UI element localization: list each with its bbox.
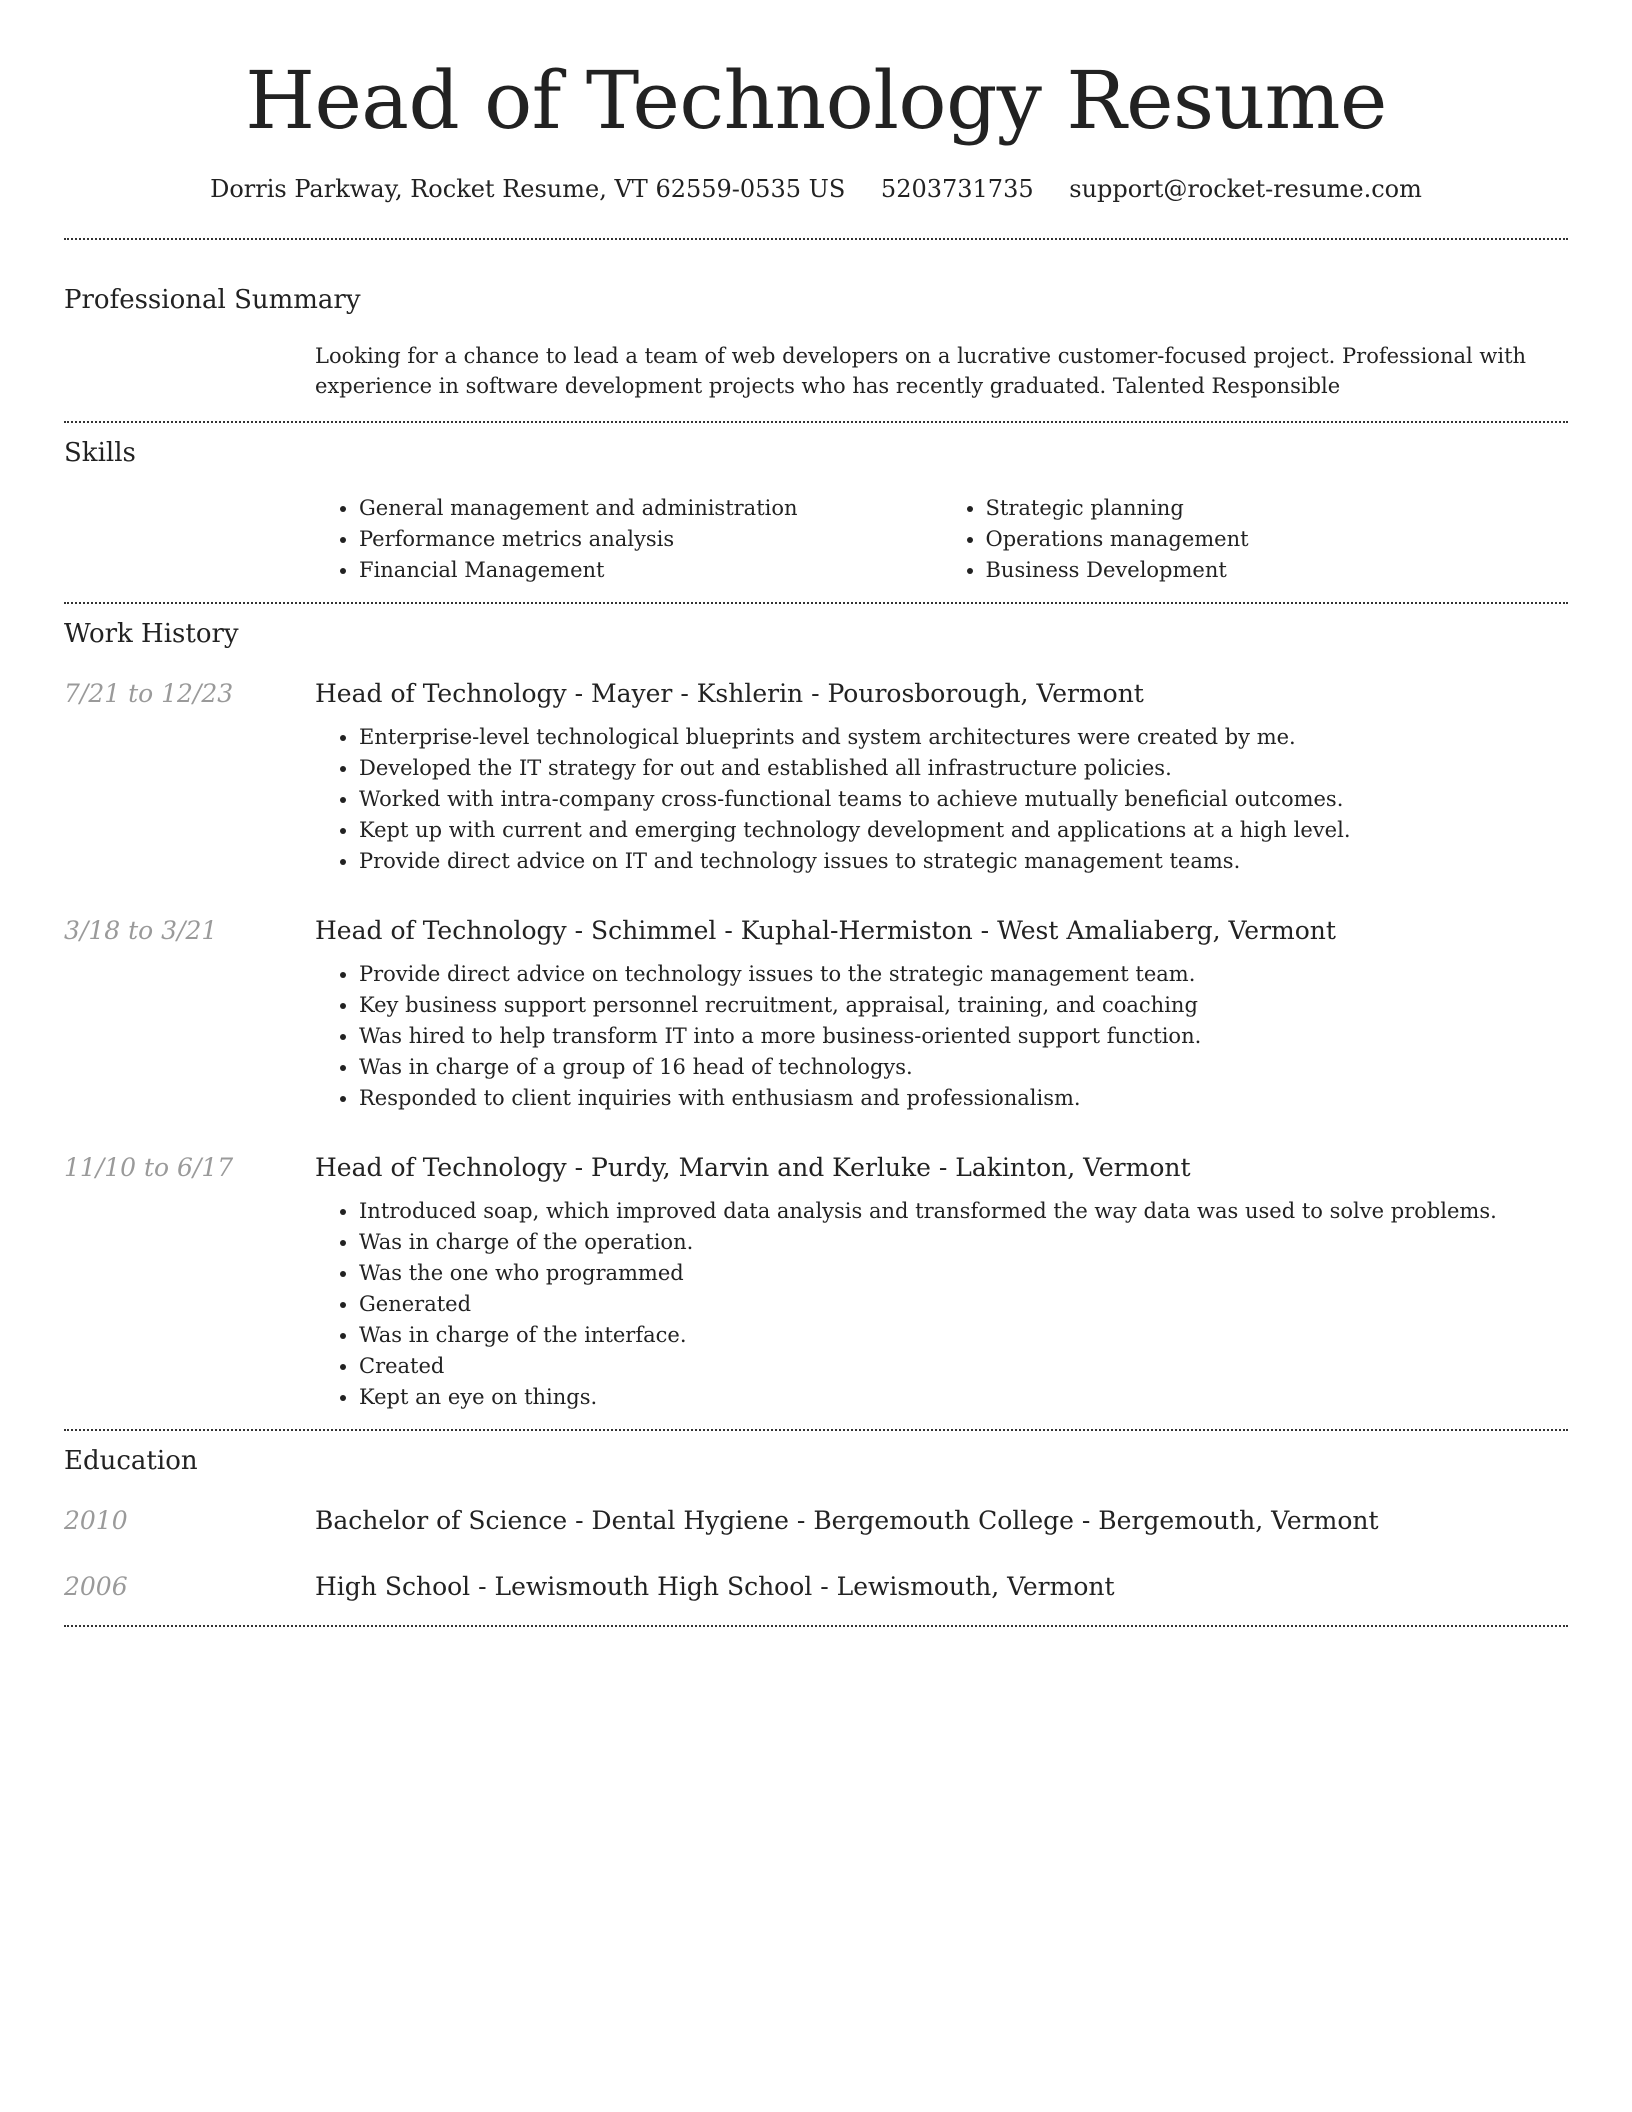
divider (64, 1625, 1568, 1627)
resume-page (64, 0, 1568, 1627)
skills-list-left (315, 493, 942, 586)
job-bullets (315, 959, 1568, 1114)
job-bullet: • Provide direct advice on IT and technology issues to strategic management teams. (359, 846, 1568, 877)
education-entry (64, 1505, 1568, 1537)
job-bullet: • Kept an eye on things. (359, 1382, 1568, 1413)
contact-phone: 5203731735 (880, 175, 1034, 203)
divider (64, 421, 1568, 423)
job-bullet: • Was hired to help transform IT into a more business-oriented support function. (359, 1021, 1568, 1052)
summary-heading: Professional Summary (64, 285, 361, 315)
job-bullet: • Key business support personnel recruitment, appraisal, training, and coaching (359, 990, 1568, 1021)
skill-item: • Operations management (986, 524, 1569, 555)
work-history-section (64, 618, 1568, 1429)
job-bullet: • Responded to client inquiries with enthusiasm and professionalism. (359, 1083, 1568, 1114)
job-bullet: • Was in charge of the operation. (359, 1227, 1568, 1258)
education-details: Bachelor of Science - Dental Hygiene - Bergemouth College - Bergemouth, Vermont (315, 1506, 1379, 1535)
job-entry (64, 1152, 1568, 1413)
skill-item: • Financial Management (359, 555, 942, 586)
job-bullet: • Provide direct advice on technology issues to the strategic management team. (359, 959, 1568, 990)
job-bullet: • Developed the IT strategy for out and established all infrastructure policies. (359, 753, 1568, 784)
divider (64, 602, 1568, 604)
job-dates: 3/18 to 3/21 (64, 916, 218, 945)
job-entry (64, 915, 1568, 1114)
job-bullet: • Generated (359, 1289, 1568, 1320)
education-entry (64, 1571, 1568, 1603)
education-heading: Education (64, 1446, 198, 1476)
job-bullet: • Created (359, 1351, 1568, 1382)
job-bullet: • Enterprise-level technological blueprints and system architectures were created by me. (359, 722, 1568, 753)
work-heading: Work History (64, 619, 239, 649)
job-bullet: • Was the one who programmed (359, 1258, 1568, 1289)
summary-text: Looking for a chance to lead a team of web developers on a lucrative customer-focused project. Professional with experience in software development projects who has recently graduated. Talented Responsible (315, 344, 1527, 398)
job-bullets (315, 722, 1568, 877)
summary-section (64, 284, 1568, 401)
job-dates: 11/10 to 6/17 (64, 1153, 234, 1182)
education-year: 2010 (64, 1506, 128, 1535)
contact-email: support@rocket-resume.com (1069, 175, 1422, 203)
job-bullet: • Worked with intra-company cross-functional teams to achieve mutually beneficial outcomes. (359, 784, 1568, 815)
job-bullets (315, 1196, 1568, 1413)
job-header: Head of Technology - Mayer - Kshlerin - Pourosborough, Vermont (315, 679, 1144, 708)
education-year: 2006 (64, 1572, 128, 1601)
job-bullet: • Kept up with current and emerging technology development and applications at a high level. (359, 815, 1568, 846)
job-bullet: • Was in charge of a group of 16 head of technologys. (359, 1052, 1568, 1083)
contact-address: Dorris Parkway, Rocket Resume, VT 62559-0535 US (210, 175, 846, 203)
job-header: Head of Technology - Purdy, Marvin and Kerluke - Lakinton, Vermont (315, 1153, 1191, 1182)
job-header: Head of Technology - Schimmel - Kuphal-Hermiston - West Amaliaberg, Vermont (315, 916, 1336, 945)
job-bullet: • Introduced soap, which improved data analysis and transformed the way data was used to solve problems. (359, 1196, 1568, 1227)
education-details: High School - Lewismouth High School - Lewismouth, Vermont (315, 1572, 1115, 1601)
skills-heading: Skills (64, 438, 136, 468)
contact-line (64, 174, 1568, 204)
skills-list-right (942, 493, 1569, 586)
page-title: Head of Technology Resume (245, 54, 1387, 147)
job-dates: 7/21 to 12/23 (64, 679, 234, 708)
skill-item: • Business Development (986, 555, 1569, 586)
skills-section (64, 437, 1568, 586)
skill-item: • Performance metrics analysis (359, 524, 942, 555)
divider (64, 238, 1568, 240)
job-bullet: • Was in charge of the interface. (359, 1320, 1568, 1351)
skill-item: • Strategic planning (986, 493, 1569, 524)
divider (64, 1429, 1568, 1431)
job-entry (64, 678, 1568, 877)
skill-item: • General management and administration (359, 493, 942, 524)
education-section (64, 1445, 1568, 1625)
